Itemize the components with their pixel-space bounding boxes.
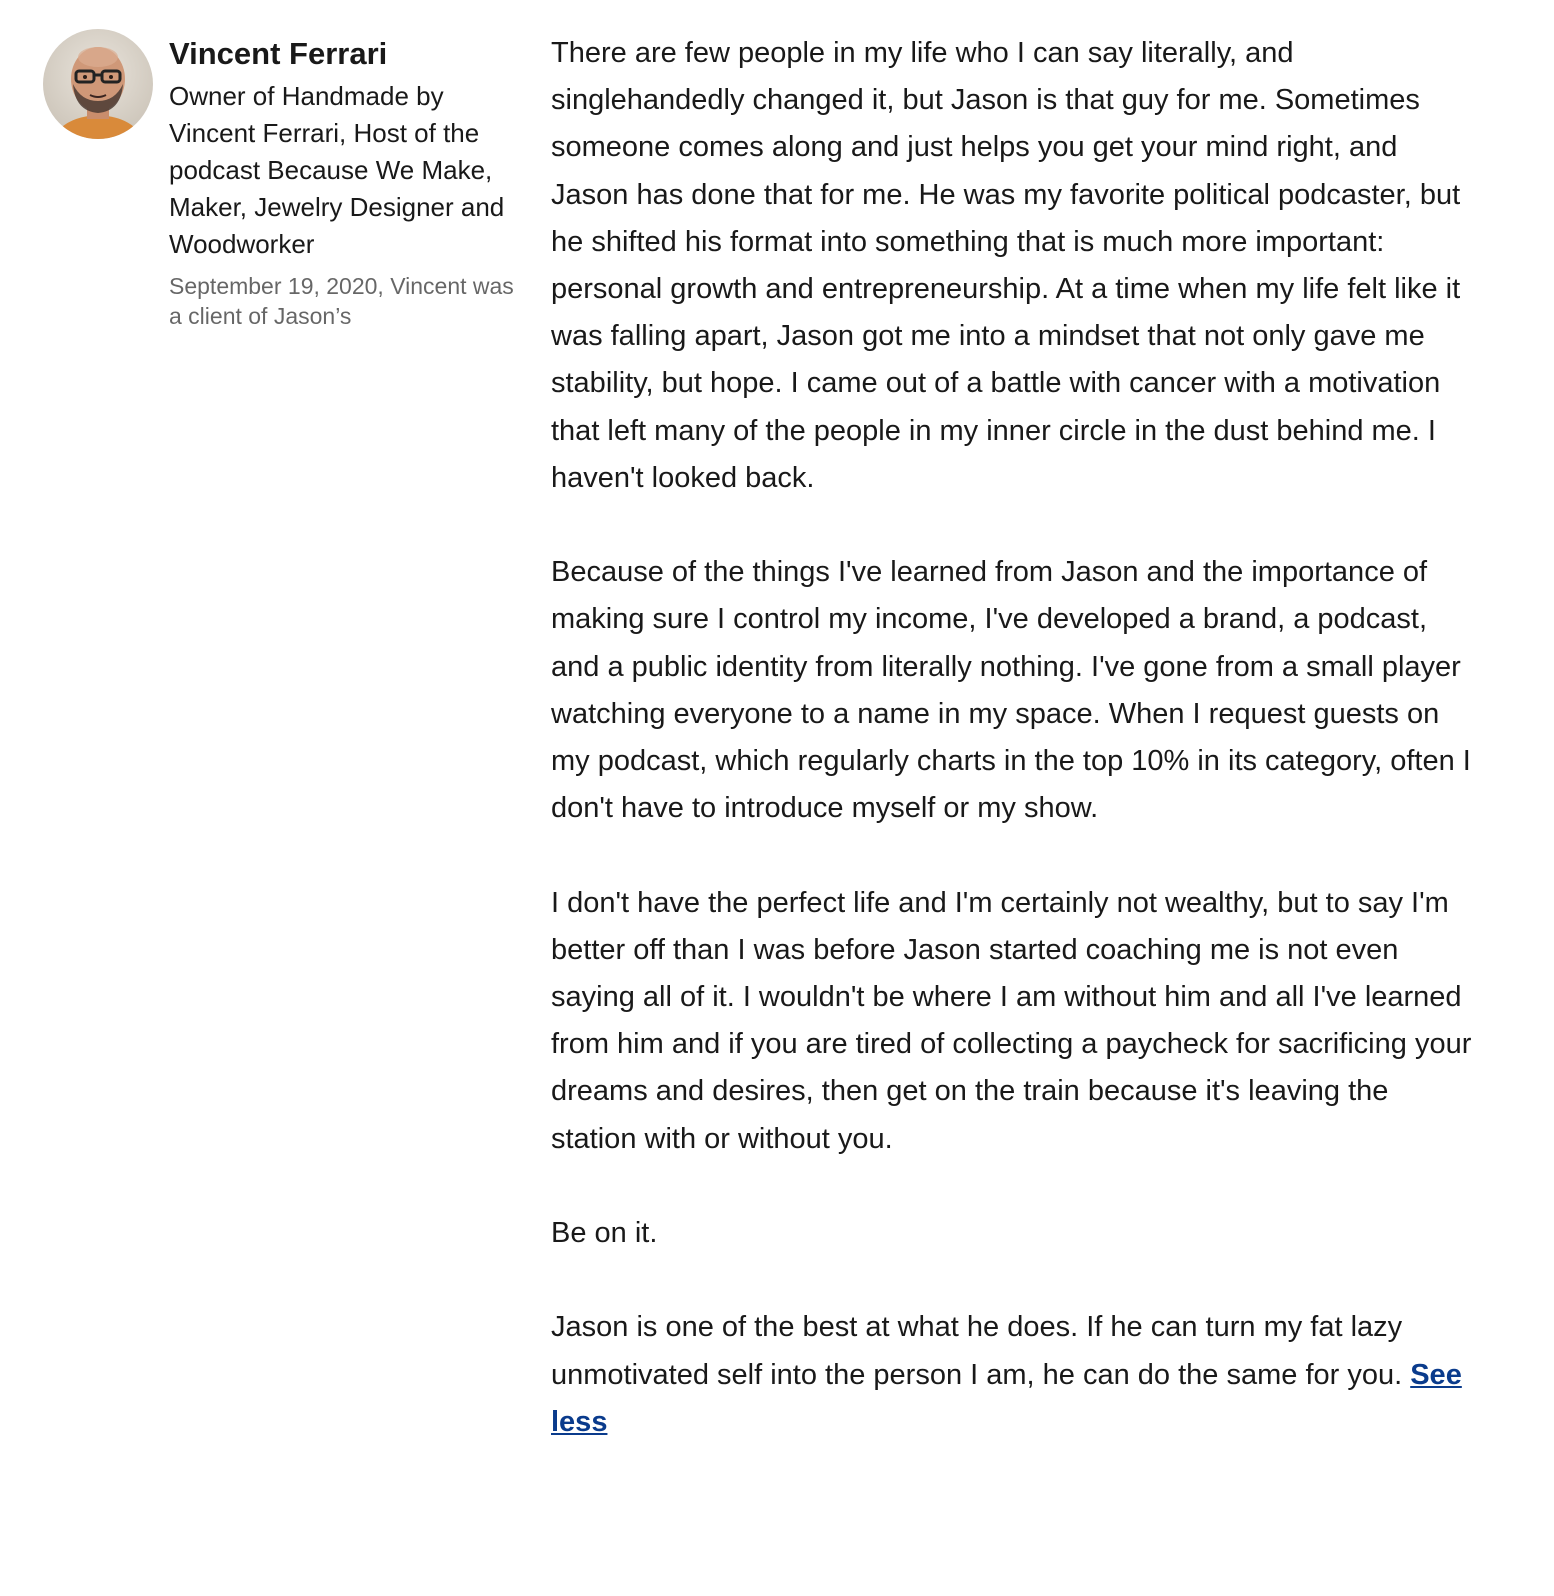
- recommendation-text: [551, 30, 1481, 1446]
- recommendation-paragraph: Because of the things I've learned from Jason and the importance of making sure I control my income, I've developed a brand, a podcast, and a public identity from literally nothing. I've gone from a small player watching everyone to a name in my space. When I request guests on my podcast, which regularly charts in the top 10% in its category, often I don't have to introduce myself or my show.: [551, 556, 1471, 825]
- recommendation-paragraph: There are few people in my life who I can say literally, and singlehandedly changed it, but Jason is that guy for me. Sometimes someone comes along and just helps you get your mind right, and Jason has done that for me. He was my favorite political podcaster, but he shifted his format into something that is much more important: personal growth and entrepreneurship. At a time when my life felt like it was falling apart, Jason got me into a mindset that not only gave me stability, but hope. I came out of a battle with cancer with a motivation that left many of the people in my inner circle in the dust behind me. I haven't looked back.: [551, 37, 1461, 494]
- recommender-headline: Owner of Handmade by Vincent Ferrari, Host of the podcast Because We Make, Maker, Jewelry Designer and Woodworker: [169, 81, 505, 259]
- recommender-avatar[interactable]: [43, 29, 153, 139]
- profile-photo-icon: [43, 29, 153, 139]
- recommendation-paragraph-text: Jason is one of the best at what he does. If he can turn my fat lazy unmotivated self into the person I am, he can do the same for you.: [551, 1311, 1403, 1391]
- recommendation-paragraph: I don't have the perfect life and I'm certainly not wealthy, but to say I'm better off than I was before Jason started coaching me is not even saying all of it. I wouldn't be where I am without him and all I've learned from him and if you are tired of collecting a paycheck for sacrificing your dreams and desires, then get on the train because it's leaving the station with or without you.: [551, 886, 1472, 1155]
- see-less-link[interactable]: See less: [551, 1358, 1462, 1438]
- recommendation-paragraph-last: [551, 1304, 1481, 1446]
- recommender-name[interactable]: Vincent Ferrari: [169, 36, 388, 71]
- recommendation-date: September 19, 2020, Vincent was a client of Jason’s: [169, 273, 514, 329]
- recommender-info: [169, 32, 529, 331]
- recommendation-paragraph: Be on it.: [551, 1217, 658, 1250]
